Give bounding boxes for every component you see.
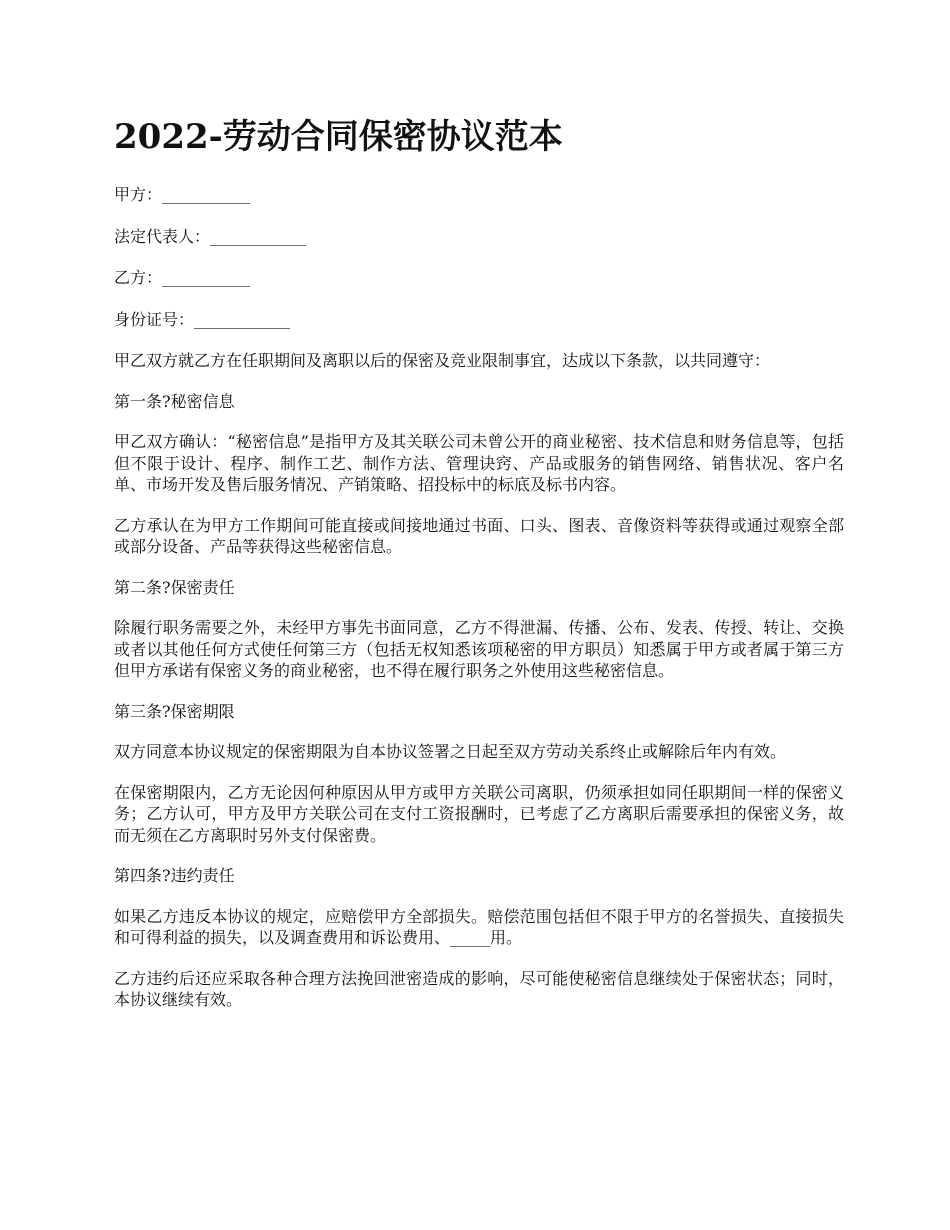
party-a-field: 甲方：___________ [114, 185, 251, 204]
article3-heading: 第三条?保密期限 [114, 701, 235, 721]
party-b-field: 乙方：___________ [114, 268, 251, 287]
intro-paragraph: 甲乙双方就乙方在任职期间及离职以后的保密及竞业限制事宜，达成以下条款，以共同遵守： [114, 351, 771, 370]
article2-paragraph-1: 除履行职务需要之外，未经甲方事先书面同意，乙方不得泄漏、传播、公布、发表、传授、转让、交换或者以其他任何方式使任何第三方（包括无权知悉该项秘密的甲方职员）知悉属于甲方或者属于第三方但甲方承诺有保密义务的商业秘密，也不得在履行职务之外使用这些秘密信息。 [114, 618, 844, 680]
article3-paragraph-2: 在保密期限内，乙方无论因何种原因从甲方或甲方关联公司离职，仍须承担如同任职期间一样的保密义务；乙方认可，甲方及甲方关联公司在支付工资报酬时，已考虑了乙方离职后需要承担的保密义务，故而无须在乙方离职时另外支付保密费。 [114, 782, 844, 845]
document-title: 2022-劳动合同保密协议范本 [114, 117, 563, 157]
article1-heading: 第一条?秘密信息 [114, 391, 235, 411]
article4-paragraph-2: 乙方违约后还应采取各种合理方法挽回泄密造成的影响，尽可能使秘密信息继续处于保密状态；同时，本协议继续有效。 [114, 968, 844, 1009]
article2-heading: 第二条?保密责任 [114, 577, 235, 597]
article1-paragraph-2: 乙方承认在为甲方工作期间可能直接或间接地通过书面、口头、图表、音像资料等获得或通过观察全部或部分设备、产品等获得这些秘密信息。 [114, 515, 844, 556]
legal-representative-field: 法定代表人：____________ [114, 226, 307, 246]
article4-heading: 第四条?违约责任 [114, 866, 235, 885]
article1-paragraph-1: 甲乙双方确认：“秘密信息”是指甲方及其关联公司未曾公开的商业秘密、技术信息和财务信息等，包括但不限于设计、程序、制作工艺、制作方法、管理诀窍、产品或服务的销售网络、销售状况、客户名单、市场开发及售后服务情况、产销策略、招投标中的标底及标书内容。 [114, 432, 844, 494]
article3-paragraph-1: 双方同意本协议规定的保密期限为自本协议签署之日起至双方劳动关系终止或解除后年内有效。 [114, 742, 787, 761]
document-body [114, 184, 844, 1030]
id-number-field: 身份证号：____________ [114, 309, 291, 329]
article4-paragraph-1: 如果乙方违反本协议的规定，应赔偿甲方全部损失。赔偿范围包括但不限于甲方的名誉损失、直接损失和可得利益的损失，以及调查费用和诉讼费用、_____用。 [114, 906, 844, 947]
